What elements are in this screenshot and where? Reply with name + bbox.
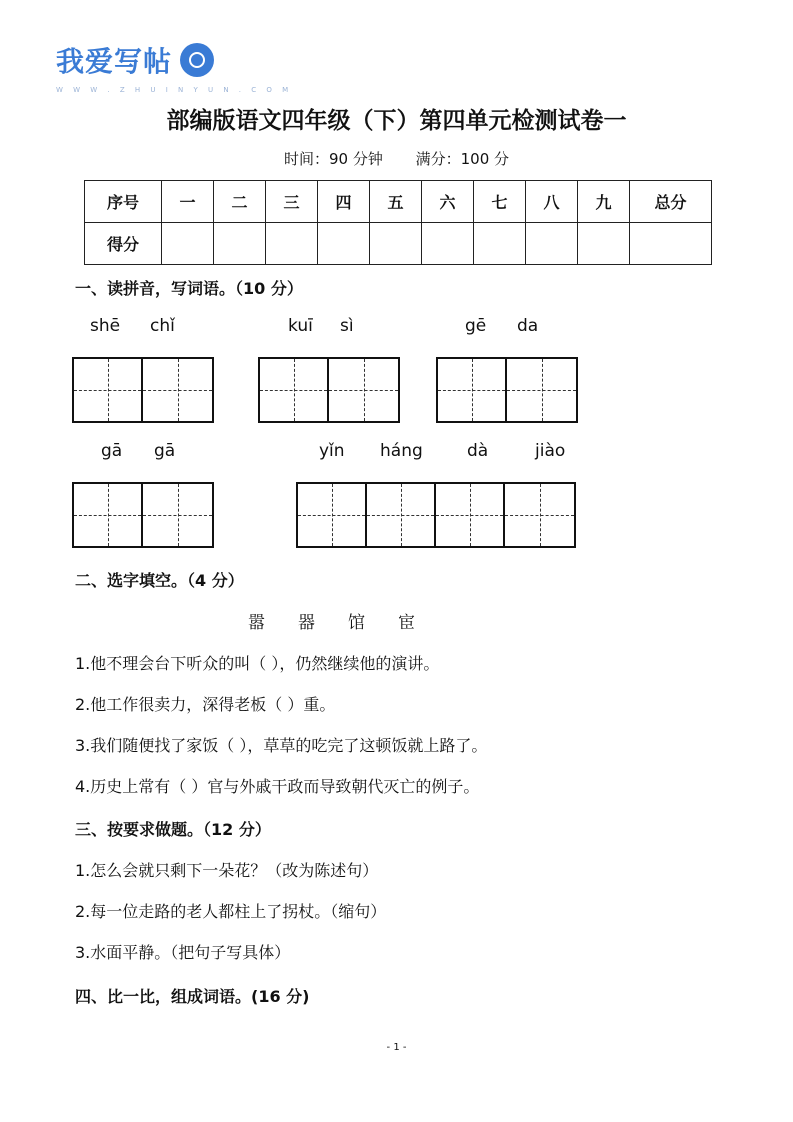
tianzige-cell[interactable] xyxy=(74,484,143,546)
logo-url: W W W . Z H U I N Y U N . C O M xyxy=(56,86,293,94)
tianzige-cell[interactable] xyxy=(143,484,212,546)
exam-full-score: 满分：100 分 xyxy=(415,150,510,168)
header-cell: 五 xyxy=(370,181,422,223)
header-cell: 一 xyxy=(162,181,214,223)
score-cell xyxy=(370,223,422,265)
header-cell: 八 xyxy=(526,181,578,223)
tianzige-cell[interactable] xyxy=(505,484,574,546)
score-cell xyxy=(318,223,370,265)
site-logo xyxy=(56,40,214,80)
score-table-score-row xyxy=(85,223,712,265)
pinyin-label: gā xyxy=(101,441,123,461)
character-choices xyxy=(248,608,415,633)
header-cell: 二 xyxy=(214,181,266,223)
writing-grid[interactable] xyxy=(296,482,576,548)
score-cell xyxy=(422,223,474,265)
section4-heading: 四、比一比，组成词语。(16 分) xyxy=(75,987,310,1006)
pinyin-label: kuī xyxy=(288,316,313,336)
page-number: - 1 - xyxy=(386,1042,407,1053)
tianzige-cell[interactable] xyxy=(329,359,398,421)
pinyin-label: sì xyxy=(340,316,354,336)
fill-blank-question: 3.我们随便找了家饭（ ），草草的吃完了这顿饭就上路了。 xyxy=(75,736,488,755)
pinyin-label: dà xyxy=(467,441,489,461)
score-cell xyxy=(630,223,712,265)
score-table xyxy=(84,180,712,265)
rewrite-question: 2.每一位走路的老人都柱上了拐杖。（缩句） xyxy=(75,902,387,921)
pinyin-label: yǐn xyxy=(319,441,345,461)
exam-time: 时间：90 分钟 xyxy=(283,150,383,168)
choice-char: 器 xyxy=(298,613,315,633)
page-title: 部编版语文四年级（下）第四单元检测试卷一 xyxy=(166,107,627,134)
writing-grid[interactable] xyxy=(436,357,578,423)
section1-heading: 一、读拼音，写词语。（10 分） xyxy=(75,279,303,298)
score-cell xyxy=(214,223,266,265)
pinyin-label: shē xyxy=(90,316,121,336)
tianzige-cell[interactable] xyxy=(74,359,143,421)
tianzige-cell[interactable] xyxy=(507,359,576,421)
header-cell: 序号 xyxy=(85,181,162,223)
pinyin-label: da xyxy=(517,316,539,336)
header-cell: 九 xyxy=(578,181,630,223)
score-cell xyxy=(474,223,526,265)
pinyin-label: háng xyxy=(380,441,423,461)
tianzige-cell[interactable] xyxy=(436,484,505,546)
header-cell: 七 xyxy=(474,181,526,223)
writing-grid[interactable] xyxy=(72,357,214,423)
score-table-header-row xyxy=(85,181,712,223)
header-cell: 总分 xyxy=(630,181,712,223)
score-row-label: 得分 xyxy=(85,223,162,265)
rewrite-question: 3.水面平静。（把句子写具体） xyxy=(75,943,291,962)
pinyin-label: gā xyxy=(154,441,176,461)
tianzige-cell[interactable] xyxy=(298,484,367,546)
header-cell: 四 xyxy=(318,181,370,223)
score-cell xyxy=(526,223,578,265)
tianzige-cell[interactable] xyxy=(367,484,436,546)
choice-char: 馆 xyxy=(348,613,365,633)
section3-heading: 三、按要求做题。（12 分） xyxy=(75,820,271,839)
choice-char: 嚣 xyxy=(248,613,265,633)
logo-text: 我爱写帖 xyxy=(56,45,173,78)
writing-grid[interactable] xyxy=(258,357,400,423)
header-cell: 六 xyxy=(422,181,474,223)
fill-blank-question: 4.历史上常有（ ）官与外戚干政而导致朝代灭亡的例子。 xyxy=(75,777,480,796)
tianzige-cell[interactable] xyxy=(260,359,329,421)
choice-char: 宦 xyxy=(398,613,415,633)
tianzige-cell[interactable] xyxy=(438,359,507,421)
rewrite-question: 1.怎么会就只剩下一朵花？（改为陈述句） xyxy=(75,861,379,880)
pinyin-label: jiào xyxy=(535,441,566,461)
score-cell xyxy=(578,223,630,265)
chat-bubble-icon xyxy=(180,43,214,77)
score-cell xyxy=(266,223,318,265)
pinyin-label: chǐ xyxy=(150,316,175,336)
score-cell xyxy=(162,223,214,265)
writing-grid[interactable] xyxy=(72,482,214,548)
tianzige-cell[interactable] xyxy=(143,359,212,421)
header-cell: 三 xyxy=(266,181,318,223)
pinyin-label: gē xyxy=(465,316,487,336)
fill-blank-question: 2.他工作很卖力，深得老板（ ）重。 xyxy=(75,695,336,714)
fill-blank-question: 1.他不理会台下听众的叫（ ），仍然继续他的演讲。 xyxy=(75,654,440,673)
exam-info xyxy=(0,148,793,169)
section2-heading: 二、选字填空。（4 分） xyxy=(75,571,244,590)
